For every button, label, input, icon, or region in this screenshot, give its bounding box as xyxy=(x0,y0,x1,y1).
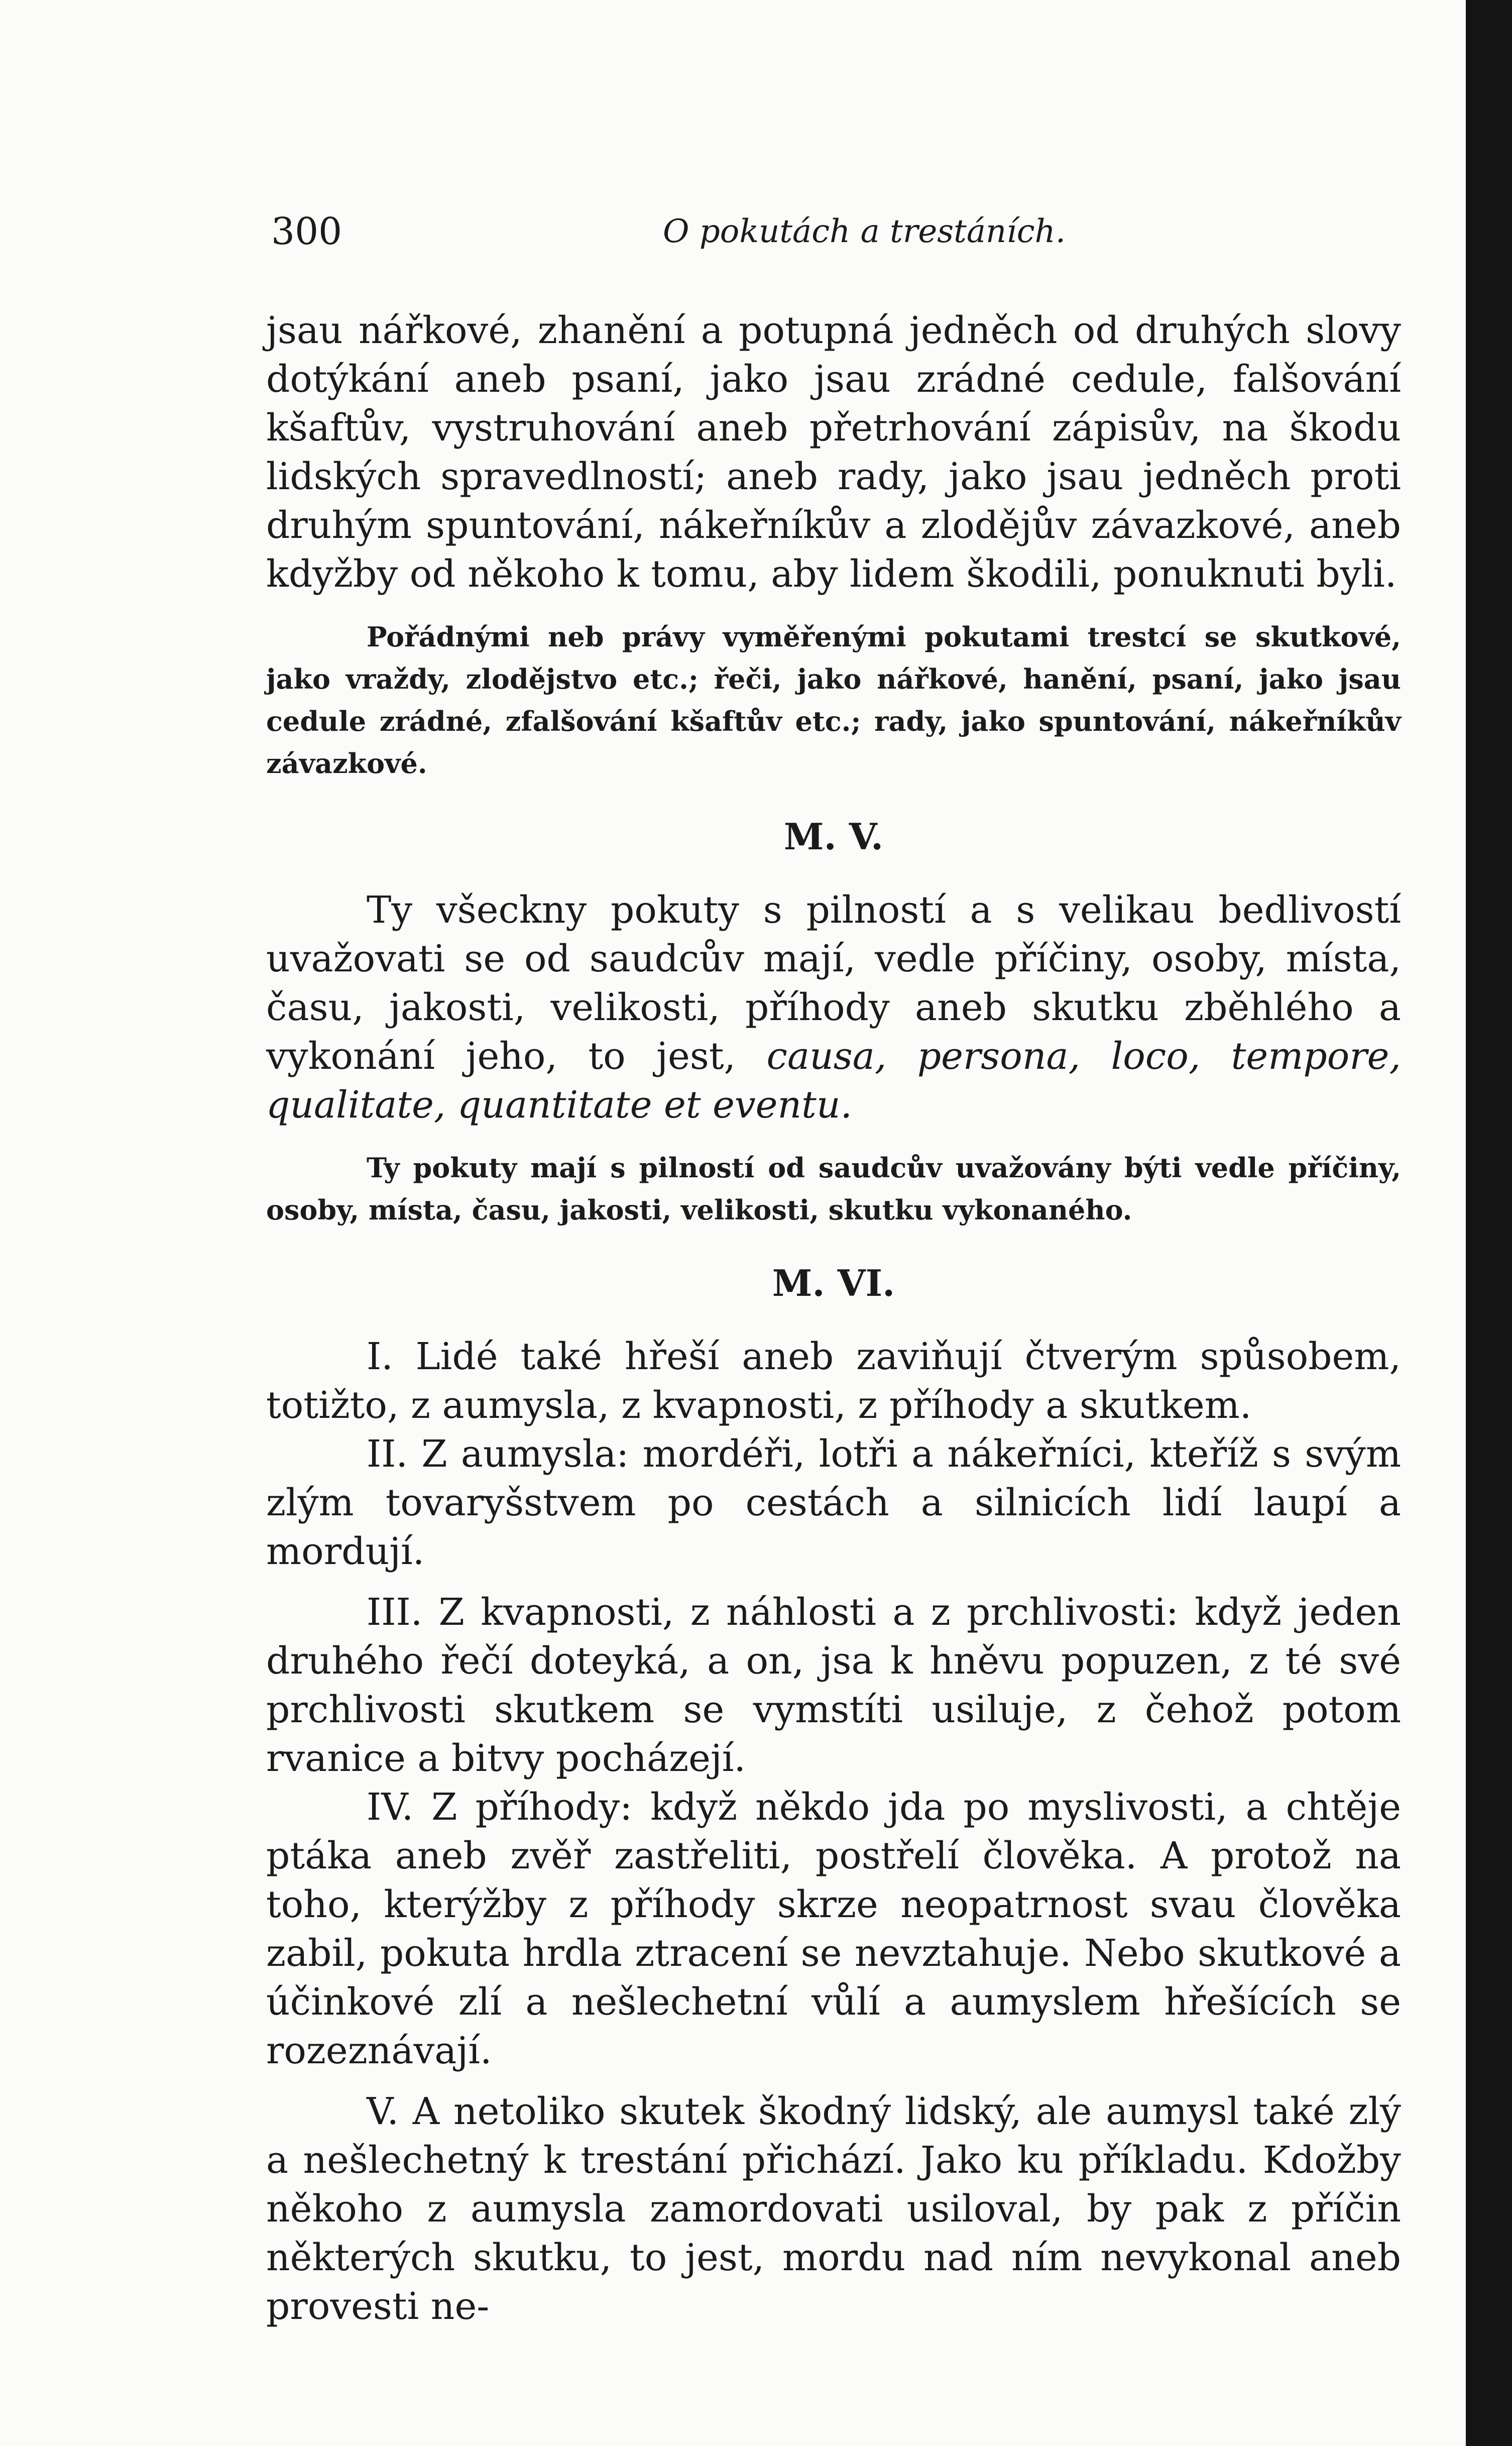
summary-note: Pořádnými neb právy vyměřenými pokutami trestcí se skutkové, jako vraždy, zlodějstvo etc.; řeči, jako nářkové, hanění, psaní, jako jsau cedule zrádné, zfalšování kšaftův etc.; rady, jako spuntování, nákeřníkův závazkové. xyxy=(266,621,1401,780)
numbered-paragraph: III. Z kvapnosti, z náhlosti a z prchlivosti: když jeden druhého řečí doteyká, a on, jsa k hněvu popuzen, z té své prchlivosti skutkem se vymstíti usiluje, z čehož potom rvanice a bitvy pocházejí. xyxy=(266,1591,1401,1780)
numbered-paragraph: I. Lidé také hřeší aneb zaviňují čtverým spůsobem, totižto, z aumysla, z kvapnosti, z příhody a skutkem. xyxy=(266,1335,1401,1427)
numbered-paragraph: IV. Z příhody: když někdo jda po myslivosti, a chtěje ptáka aneb zvěř zastřeliti, postřelí člověka. A protož na toho, kterýžby z příhody skrze neopatrnost svau člověka zabil, pokuta hrdla ztracení se nevztahuje. Nebo skutkové a účinkové zlí a nešlechetní vůlí a aumyslem hřešících se rozeznávají. xyxy=(266,1786,1401,2072)
summary-note: Ty pokuty mají s pilností od saudcův uvažovány býti vedle příčiny, osoby, místa, času, jakosti, velikosti, skutku vykonaného. xyxy=(266,1152,1401,1226)
latin-phrase: causa, persona, loco, tempore, qualitate, quantitate et eventu. xyxy=(266,1035,1401,1127)
body-paragraph: jsau nářkové, zhanění a potupná jedněch od druhých slovy dotýkání aneb psaní, jako jsau zrádné cedule, falšování kšaftův, vystruhování aneb přetrhování zápisův, na škodu lidských spravedlností; aneb rady, jako jsau jedněch proti druhým spuntování, nákeřníkův a zlodějův závazkové, aneb kdyžby od někoho k tomu, aby lidem škodili, ponuknuti byli. xyxy=(266,309,1401,596)
page-number: 300 xyxy=(271,210,342,253)
section-heading: M. VI. xyxy=(772,1262,895,1304)
numbered-paragraph: II. Z aumysla: mordéři, lotři a nákeřníci, kteříž s svým zlým tovaryšstvem po cestách a silnicích lidí laupí a mordují. xyxy=(266,1432,1401,1573)
numbered-paragraph: V. A netoliko skutek škodný lidský, ale aumysl také zlý a nešlechetný k trestání přichází. Jako ku příkladu. Kdožby někoho z aumysla zamordovati usiloval, by pak z příčin některých skutku, to jest, mordu nad ním nevykonal aneb provesti ne- xyxy=(266,2090,1401,2328)
section-heading: M. V. xyxy=(783,815,884,858)
scan-edge xyxy=(1466,0,1512,2446)
running-title: O pokutách a trestáních. xyxy=(663,213,1066,250)
body-paragraph xyxy=(266,886,1401,1130)
page-body xyxy=(266,306,1401,2331)
page-header xyxy=(271,210,1406,260)
paragraph-text: Ty všeckny pokuty s pilností a s velikau bedlivostí uvažovati se od saudcův mají, vedle příčiny, osoby, místa, času, jakosti, velikosti, příhody aneb skutku zběhlého a vykonání jeho, to jest, xyxy=(266,888,1401,1078)
